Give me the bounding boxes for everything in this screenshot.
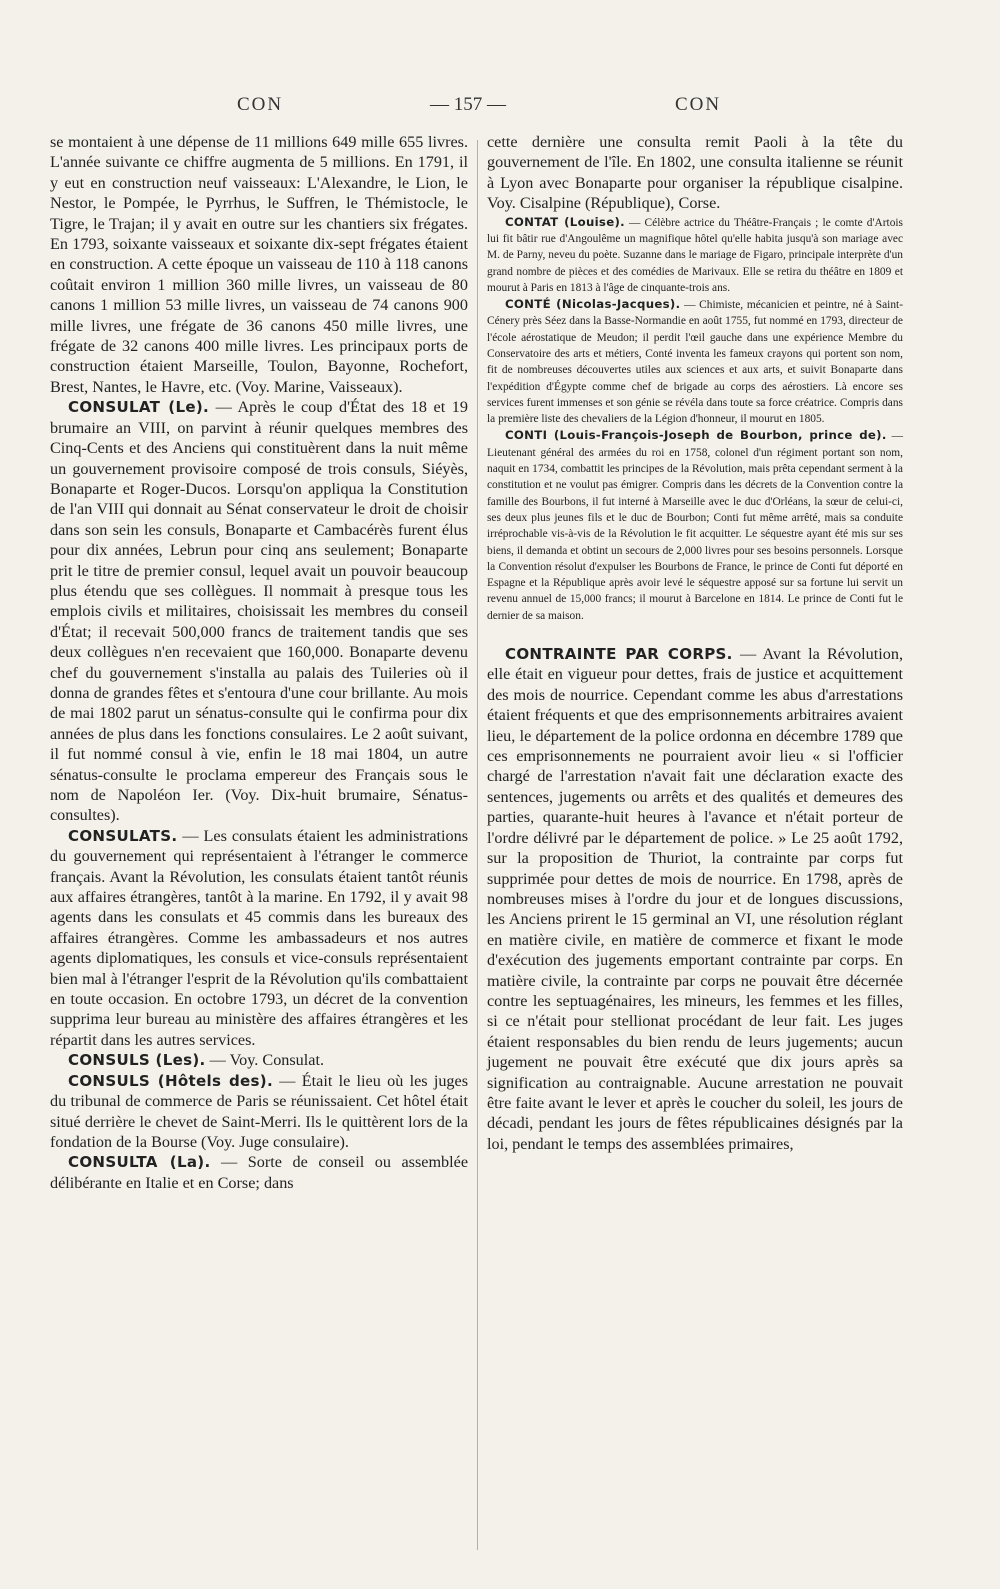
page-header — [60, 94, 920, 124]
headword: CONSULAT (Le). — [68, 398, 210, 417]
headword: CONSULATS. — [68, 826, 178, 845]
right-column — [487, 132, 903, 1154]
entry-consulta: CONSULTA (La). — Sorte de conseil ou assemblée délibérante en Italie et en Corse; dans — [50, 1153, 469, 1192]
headword: CONSULS (Hôtels des). — [68, 1071, 273, 1090]
left-column — [50, 132, 468, 1193]
entry-contat: CONTAT (Louise). — Célèbre actrice du Théâtre-Français ; le comte d'Artois lui fit bâtir rue d'Angoulême un magnifique hôtel qu'elle habita jusqu'à son mariage avec M. de Parny, neveu du poète. Suzanne dans le mariage de Figaro, principale interprète d'un grand nombre de pièces et des comédies de Marivaux. Elle se retira du théâtre en 1809 et mourut à Paris en 1813 à l'âge de cinquante-trois ans. — [487, 214, 903, 294]
entry-gap — [487, 624, 903, 644]
entry-continuation: se montaient à une dépense de 11 millions 649 mille 655 livres. L'année suivante ce chiffre augmenta de 5 millions. En 1791, il y eut en construction neuf vaisseaux: L'Alexandre, le Lion, le Nestor, le Pompée, le Pyrrhus, le Suffren, le Thémistocle, le Tigre, le Trajan; il y avait en outre sur les chantiers six frégates. En 1793, soixante vaisseaux et soixante dix-sept frégates étaient en construction. A cette époque un vaisseau de 110 à 118 canons coûtait environ 1 million 360 mille livres, un vaisseau de 80 canons 1 million 53 mille livres, un vaisseau de 74 canons 900 mille livres, une frégate de 36 canons 450 mille livres, une frégate de 32 canons 400 mille livres. Les principaux ports de construction étaient Marseille, Toulon, Bayonne, Rochefort, Brest, Nantes, le Havre, etc. (Voy. Marine, Vaisseaux). — [50, 133, 468, 396]
headword: CONTAT (Louise). — [505, 214, 625, 229]
entry-consuls: CONSULS (Les). — Voy. Consulat. — [68, 1051, 325, 1070]
running-head-left: CON — [237, 94, 284, 115]
headword: CONTRAINTE PAR CORPS. — [505, 645, 733, 664]
entry-consulats: CONSULATS. — Les consulats étaient les administrations du gouvernement qui représentaient à l'étranger le commerce français. Avant la Révolution, les consulats étaient tantôt réunis aux affaires étrangères, tantôt à la marine. En 1792, il y avait 98 agents dans les consulats et 45 commis dans les bureaux des affaires étrangères. Comme les ambassadeurs et nos autres agents diplomatiques, les consuls et vice-consuls représentaient bien mal à l'étranger l'esprit de la Révolution qu'ils combattaient en toute occasion. En octobre 1793, un décret de la convention supprima leur bureau au ministère des affaires étrangères et les répartit dans les autres services. — [50, 826, 468, 1049]
entry-conte: CONTÉ (Nicolas-Jacques). — Chimiste, mécanicien et peintre, né à Saint-Cénery près Séez dans la Basse-Normandie en août 1755, fut nommé en 1793, directeur de l'école aérostatique de Meudon; il perdit l'œil gauche dans une expérience Membre du Conservatoire des arts et métiers, Conté inventa les fameux crayons qui portent son nom, fit de nombreuses découvertes utiles aux sciences et aux arts, et suivit Bonaparte dans l'expédition d'Égypte comme chef de brigade au corps des aérostiers. Là encore ses services furent immenses et son génie se révéla dans toute sa force créatrice. Compris dans la première liste des chevaliers de la Légion d'honneur, il mourut en 1805. — [487, 297, 903, 426]
column-divider — [477, 140, 478, 1550]
entry-conti: CONTI (Louis-François-Joseph de Bourbon, prince de). — Lieutenant général des armées du roi en 1758, colonel d'un régiment portant son nom, naquit en 1734, combattit les principes de la Révolution, mais prêta cependant serment à la constitution et ne voulut pas émigrer. Compris dans les décrets de la Convention contre la famille des Bourbons, il fut interné à Marseille avec le duc d'Orléans, la sœur de celui-ci, ses deux plus jeunes fils et le duc de Bourbon; Conti fut même arrêté, mais sa conduite irréprochable vis-à-vis de la Révolution le fit acquitter. Le séquestre ayant été mis sur ses biens, il demanda et obtint un secours de 2,000 livres pour ses besoins personnels. Lorsque la Convention résolut d'expulser les Bourbons de France, le prince de Conti fut déporté en Espagne et la République après avoir levé le séquestre apposé sur sa fortune lui servit un revenu annuel de 15,000 francs; il mourut à Barcelone en 1814. Le prince de Conti fut le dernier de sa maison. — [487, 428, 903, 622]
page-number: — 157 — — [430, 94, 506, 115]
running-head-right: CON — [675, 94, 722, 115]
entry-consuls-hotels: CONSULS (Hôtels des). — Était le lieu où les juges du tribunal de commerce de Paris se réunissaient. Cet hôtel était situé derrière le chevet de Saint-Merri. Ils le quittèrent lors de la fondation de la Bourse (Voy. Juge consulaire). — [50, 1071, 469, 1151]
headword: CONSULTA (La). — [68, 1153, 211, 1172]
entry-consulta-continued: cette dernière une consulta remit Paoli à la tête du gouvernement de l'île. En 1802, une consulta italienne se réunit à Lyon avec Bonaparte pour organiser la république cisalpine. Voy. Cisalpine (République), Corse. — [487, 133, 903, 213]
headword: CONTI (Louis-François-Joseph de Bourbon, prince de). — [505, 428, 887, 443]
entry-contrainte: CONTRAINTE PAR CORPS. — Avant la Révolution, elle était en vigueur pour dettes, frais de justice et acquittement des mois de nourrice. Cependant comme les abus d'arrestations étaient fréquents et que des emprisonnements arbitraires avaient lieu, le département de la police ordonna en décembre 1789 que ces emprisonnements ne pourraient avoir lieu « si l'officier chargé de l'arrestation n'avait fait une déclaration exacte des sentences, jugements ou arrêts et des qualités et demeures des parties, quarante-huit heures à l'avance et n'était porteur de l'ordre délivré par le département de police. » Le 25 août 1792, sur la proposition de Thuriot, la contrainte par corps fut supprimée pour dettes de mois de nourrice. En 1798, après de nombreuses mises à l'ordre du jour et de longues discussions, les Anciens prirent le 15 germinal an VI, une résolution réglant en matière civile, en matière de commerce et fixant le mode d'exécution des jugements emportant contrainte par corps. En matière civile, la contrainte par corps ne pouvait être décernée contre les septuagénaires, les mineurs, les femmes et les filles, si ce n'était pour stellionat procédant de leur fait. Les juges étaient responsables du bien rendu de leurs jugements; aucun jugement ne pouvait être exécuté que dix jours après sa signification au contraignable. Aucune arrestation ne pouvait être faite avant le lever et après le coucher du soleil, les jours de décadi, pendant les jours de fêtes républicaines désignés par la loi, pendant le temps des assemblées primaires, — [487, 645, 903, 1153]
entry-consulat: CONSULAT (Le). — Après le coup d'État des 18 et 19 brumaire an VIII, on parvint à réunir quelques membres des Cinq-Cents et des Anciens qui constituèrent dans la nuit même un gouvernement provisoire composé de trois consuls, Siéyès, Bonaparte et Roger-Ducos. Lorsqu'on appliqua la Constitution de l'an VIII qui donnait au Sénat conservateur le droit de choisir dans son sein les consuls, Bonaparte et Cambacérès furent élus pour dix années, Lebrun pour cinq ans seulement; Bonaparte prit le titre de premier consul, lequel avait un pouvoir beaucoup plus étendu que ses collègues. Il nommait à presque tous les emplois civils et militaires, choisissait les membres du conseil d'État; il recevait 500,000 francs de traitement tandis que ses deux collègues n'en recevaient que 160,000. Bonaparte devenu chef du gouvernement s'installa au palais des Tuileries où il donna de grandes fêtes et s'entoura d'une cour brillante. Au mois de mai 1802 parut un sénatus-consulte qui le confirma pour dix années de plus dans les fonctions consulaires. Le 2 août suivant, il fut nommé consul à vie, enfin le 18 mai 1804, un autre sénatus-consulte le proclama empereur des Français sous le nom de Napoléon Ier. (Voy. Dix-huit brumaire, Sénatus-consultes). — [50, 398, 468, 825]
headword: CONTÉ (Nicolas-Jacques). — [505, 297, 681, 312]
headword: CONSULS (Les). — [68, 1051, 206, 1070]
